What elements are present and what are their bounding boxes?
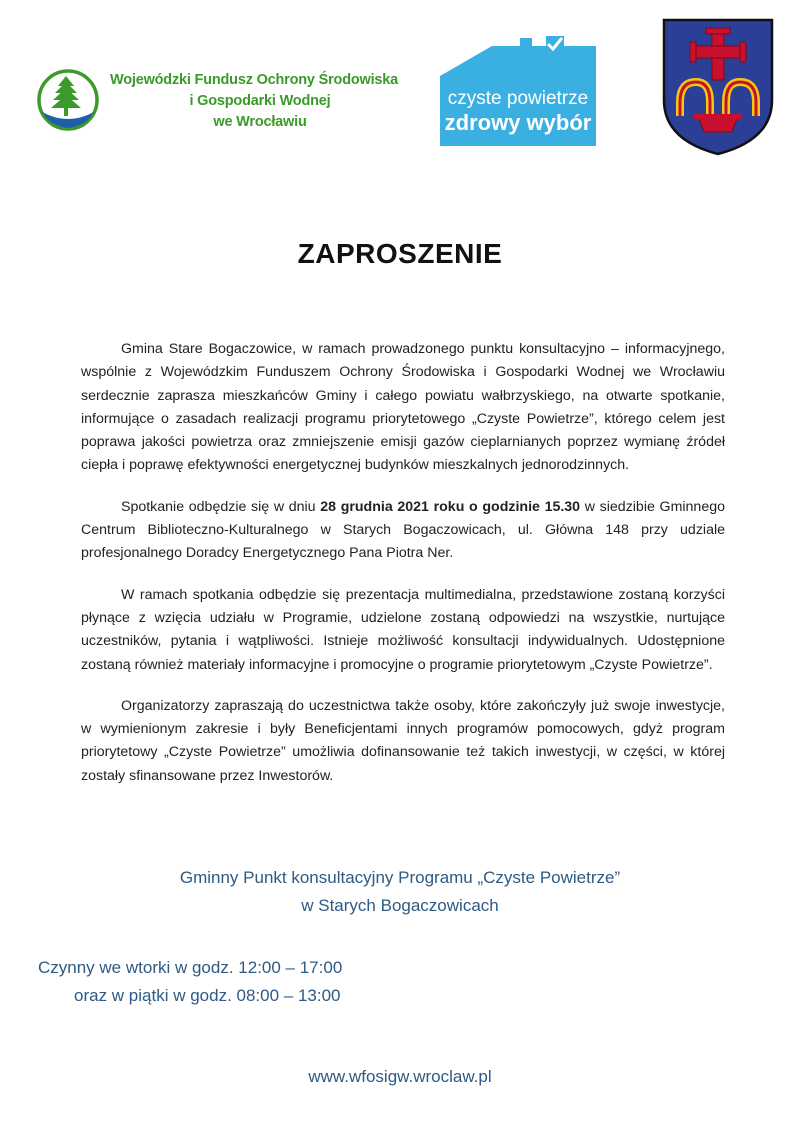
- consultation-point: [0, 864, 800, 920]
- opening-hours: [38, 954, 342, 1010]
- wfos-logo-line2: i Gospodarki Wodnej: [189, 93, 331, 109]
- wfos-logo-line1: Wojewódzki Fundusz Ochrony Środowiska: [110, 72, 399, 88]
- consultation-point-line1: Gminny Punkt konsultacyjny Programu „Czyste Powietrze”: [179, 868, 621, 887]
- wfos-logo: [36, 68, 406, 136]
- opening-hours-line1: Czynny we wtorki w godz. 12:00 – 17:00: [38, 958, 343, 977]
- paragraph-organizers: Organizatorzy zapraszają do uczestnictwa także osoby, które zakończyły już swoje inwestycje, w wymienionym zakresie i były Beneficjentami innych programów pomocowych, gdyż program priorytetowy „Czyste Powietrze” umożliwia dofinansowanie też takich inwestycji, w części, w której zostały sfinansowane przez Inwestorów.: [81, 697, 725, 784]
- clean-air-logo-line2: zdrowy wybór: [444, 110, 592, 135]
- invitation-body: [81, 338, 725, 806]
- paragraph-program: W ramach spotkania odbędzie się prezentacja multimedialna, przedstawione zostaną korzyści płynące z wzięcia udziału w Programie, udzielone zostaną odpowiedzi na wszystkie, nurtujące uczestników, pytania i wątpliwości. Istnieje możliwość konsultacji indywidualnych. Udostępnione zostaną również materiały informacyjne i promocyjne o programie priorytetowym „Czyste Powietrze”.: [81, 586, 725, 673]
- gmina-coat-of-arms-icon: [660, 16, 776, 156]
- opening-hours-line2: oraz w piątki w godz. 08:00 – 13:00: [74, 986, 341, 1005]
- website-link[interactable]: www.wfosigw.wroclaw.pl: [308, 1067, 492, 1086]
- paragraph-intro: Gmina Stare Bogaczowice, w ramach prowadzonego punktu konsultacyjno – informacyjnego, wspólnie z Wojewódzkim Funduszem Ochrony Środowiska i Gospodarki Wodnej we Wrocławiu serdecznie zaprasza mieszkańców Gminy i całego powiatu wałbrzyskiego, na otwarte spotkanie, informujące o zasadach realizacji programu priorytetowego „Czyste Powietrze”, którego celem jest poprawa jakości powietrza oraz zmniejszenie emisji gazów cieplarnianych poprzez wymianę źródeł ciepła i poprawę efektywności energetycznej budynków mieszkalnych jednorodzinnych.: [81, 341, 725, 474]
- clean-air-logo: [436, 34, 600, 146]
- wfos-logo-line3: we Wrocławiu: [213, 114, 307, 130]
- fir-tree-emblem-icon: [36, 68, 100, 132]
- meeting-text-before: Spotkanie odbędzie się w dniu: [121, 498, 321, 515]
- wfos-logo-text: [110, 70, 410, 133]
- meeting-date-time: 28 grudnia 2021 roku o godzinie 15.30: [320, 498, 581, 515]
- document-title: ZAPROSZENIE: [297, 238, 503, 269]
- meeting-text-after: w siedzibie Gminnego Centrum Biblioteczno-Kulturalnego w Starych Bogaczowicach, ul. Główna 148 przy udziale profesjonalnego Doradcy Energetycznego Pana Piotra Ner.: [81, 498, 725, 562]
- consultation-point-line2: w Starych Bogaczowicach: [301, 896, 499, 915]
- clean-air-logo-line1: czyste powietrze: [447, 88, 589, 109]
- paragraph-meeting-details: [81, 496, 725, 566]
